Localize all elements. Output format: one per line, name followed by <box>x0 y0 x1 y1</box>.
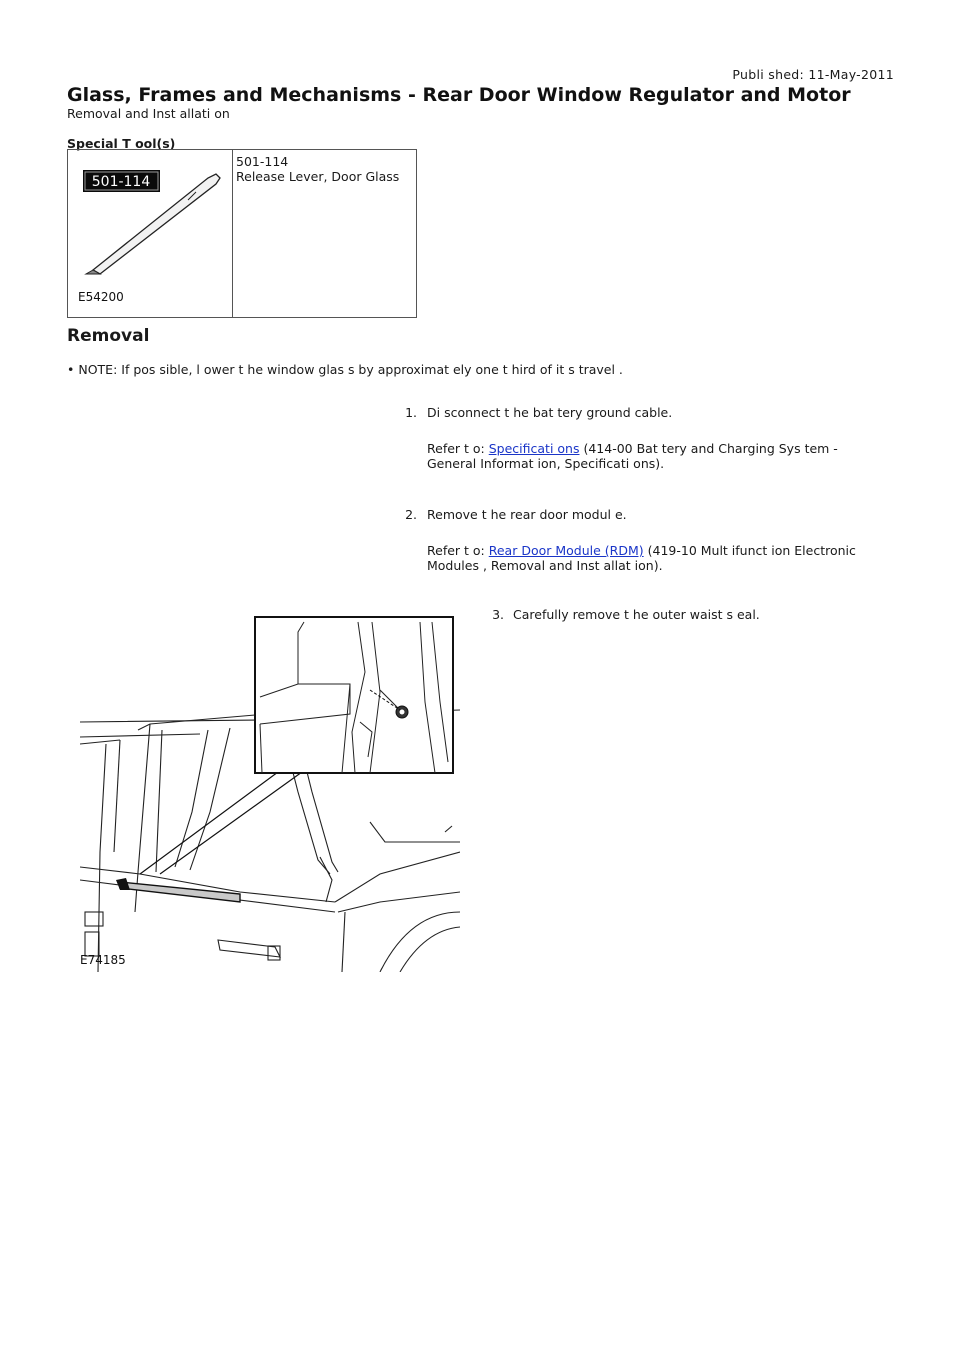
outer-waist-seal-illustration <box>80 612 460 972</box>
step-number: 2. <box>405 507 417 522</box>
refer-suffix: (414-00 Bat tery and Charging Sys tem - General Informat ion, Specificati ons). <box>427 441 838 471</box>
special-tools-table <box>67 149 417 318</box>
tool-row <box>68 150 417 318</box>
published-date: Publi shed: 11-May-2011 <box>732 67 894 82</box>
step-number: 3. <box>492 607 504 622</box>
removal-note: • NOTE: If pos sible, l ower t he window glas s by approximat ely one t hird of it s travel . <box>67 362 623 377</box>
rear-door-module-link[interactable]: Rear Door Module (RDM) <box>488 543 644 558</box>
release-lever-illustration <box>68 150 232 313</box>
tool-name: Release Lever, Door Glass <box>236 169 400 184</box>
step-text: Di sconnect t he bat tery ground cable. <box>427 405 673 420</box>
step-reference <box>427 543 867 573</box>
step-text: Carefully remove t he outer waist s eal. <box>513 607 760 622</box>
tool-label-text: 501-114 <box>91 174 151 190</box>
tool-number: 501-114 <box>236 154 289 169</box>
figure-code: E74185 <box>80 953 126 967</box>
tool-image-code: E54200 <box>78 290 124 304</box>
specifications-link[interactable]: Specificati ons <box>488 441 580 456</box>
refer-prefix: Refer t o: <box>427 543 489 558</box>
removal-heading: Removal <box>67 326 150 346</box>
tool-image-cell <box>68 150 233 318</box>
step-reference <box>427 441 867 471</box>
refer-suffix: (419-10 Mult ifunct ion Electronic Modules , Removal and Inst allat ion). <box>427 543 856 573</box>
step-number: 1. <box>405 405 417 420</box>
page-title: Glass, Frames and Mechanisms - Rear Door Window Regulator and Motor <box>67 84 851 106</box>
step-text: Remove t he rear door modul e. <box>427 507 627 522</box>
refer-prefix: Refer t o: <box>427 441 489 456</box>
page-subtitle: Removal and Inst allati on <box>67 106 230 121</box>
tool-text-cell <box>233 150 417 318</box>
special-tools-heading: Special T ool(s) <box>67 136 176 151</box>
